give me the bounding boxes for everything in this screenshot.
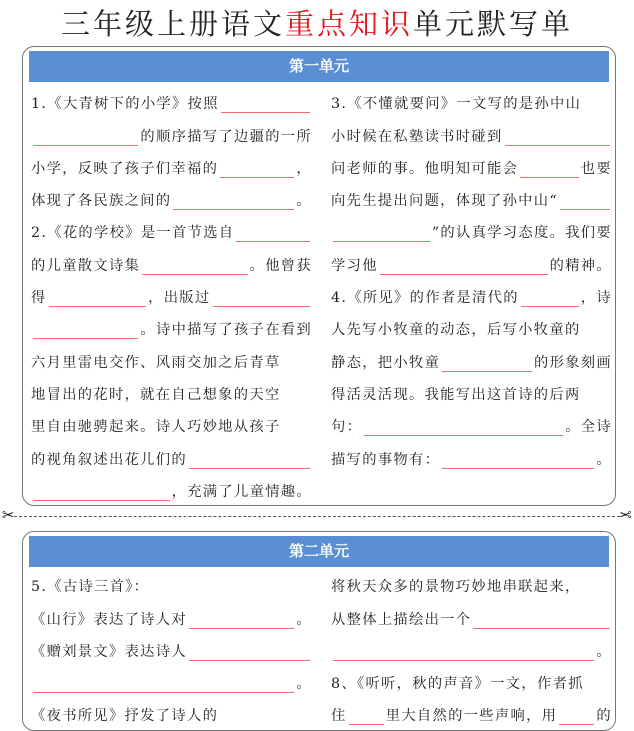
- line-text: 。: [296, 193, 312, 210]
- line-text: 描写的事物有：: [331, 451, 441, 468]
- text-line: [31, 248, 312, 280]
- fill-in-blank[interactable]: [333, 228, 430, 242]
- fill-in-blank[interactable]: [560, 196, 610, 210]
- fill-in-blank[interactable]: [220, 164, 294, 178]
- text-line: [31, 313, 312, 345]
- text-line: [31, 152, 312, 184]
- line-text: 人先写小牧童的动态，后写小牧童的: [331, 322, 581, 339]
- line-text: 里自由驰骋起来。诗人巧妙地从孩子: [31, 419, 281, 436]
- fill-in-blank[interactable]: [33, 487, 170, 501]
- fill-in-blank[interactable]: [173, 196, 294, 210]
- unit-1-left-column: [31, 87, 312, 507]
- line-text: 得活灵活现。我能写出这首诗的后两: [331, 386, 581, 403]
- line-text: 3.《不懂就要问》一文写的是孙中山: [331, 96, 582, 113]
- line-text: 。: [296, 611, 312, 628]
- fill-in-blank[interactable]: [221, 99, 310, 113]
- text-line: [31, 442, 312, 474]
- text-line: [331, 152, 612, 184]
- text-line: [31, 345, 312, 377]
- line-text: 也要: [580, 160, 612, 177]
- fill-in-blank[interactable]: [442, 358, 532, 372]
- fill-in-blank[interactable]: [142, 261, 247, 275]
- line-text: 4.《所见》的作者是清代的: [331, 290, 519, 307]
- text-line: [331, 570, 612, 602]
- text-line: [31, 667, 312, 699]
- line-text: 从整体上描绘出一个: [331, 611, 472, 628]
- unit-2-section: [22, 531, 616, 731]
- text-line: [331, 281, 612, 313]
- line-text: 地冒出的花时，就在自己想象的天空: [31, 386, 281, 403]
- text-line: [331, 87, 612, 119]
- line-text: 的视角叙述出花儿们的: [31, 451, 187, 468]
- fill-in-blank[interactable]: [189, 615, 294, 629]
- line-text: 里大自然的一些声响，用: [385, 708, 558, 725]
- fill-in-blank[interactable]: [189, 455, 310, 469]
- text-line: [31, 602, 312, 634]
- line-text: 向先生提出问题，体现了孙中山“: [331, 193, 558, 210]
- fill-in-blank[interactable]: [520, 164, 579, 178]
- unit-2-header: 第二单元: [29, 536, 609, 567]
- cut-line: [0, 506, 634, 524]
- text-line: [331, 184, 612, 216]
- line-text: 2.《花的学校》是一首节选自: [31, 225, 235, 242]
- fill-in-blank[interactable]: [559, 711, 594, 725]
- line-text: ”的认真学习态度。我们要: [431, 225, 612, 242]
- fill-in-blank[interactable]: [33, 679, 294, 693]
- title-part-3: 单元默写单: [413, 7, 574, 41]
- text-line: [31, 378, 312, 410]
- line-text: 小时候在私塾读书时碰到: [331, 128, 503, 145]
- text-line: [331, 602, 612, 634]
- text-line: [31, 635, 312, 667]
- text-line: [31, 410, 312, 442]
- fill-in-blank[interactable]: [213, 293, 311, 307]
- text-line: [331, 216, 612, 248]
- fill-in-blank[interactable]: [349, 711, 384, 725]
- title-highlight: 重点知识: [284, 7, 413, 41]
- fill-in-blank[interactable]: [442, 455, 594, 469]
- text-line: [331, 699, 612, 731]
- line-text: 的形象刻画: [534, 354, 612, 371]
- text-line: [331, 248, 612, 280]
- fill-in-blank[interactable]: [521, 293, 579, 307]
- line-text: 的儿童散文诗集: [31, 257, 141, 274]
- fill-in-blank[interactable]: [473, 615, 610, 629]
- text-line: [31, 281, 312, 313]
- text-line: [31, 699, 312, 731]
- line-text: 5.《古诗三首》：: [31, 579, 150, 596]
- page-title: [0, 4, 634, 44]
- line-text: 句：: [331, 419, 363, 436]
- line-text: 的顺序描写了边疆的一所: [140, 128, 312, 145]
- text-line: [31, 184, 312, 216]
- line-text: ，诗: [580, 290, 612, 307]
- fill-in-blank[interactable]: [364, 422, 563, 436]
- text-line: [331, 410, 612, 442]
- line-text: 。: [296, 676, 312, 693]
- text-line: [31, 475, 312, 507]
- line-text: 学习他: [331, 257, 378, 274]
- fill-in-blank[interactable]: [189, 647, 310, 661]
- line-text: ，: [296, 160, 312, 177]
- scissors-icon: ✂: [2, 506, 15, 524]
- unit-1-right-column: [331, 87, 612, 475]
- unit-2-right-column: [331, 570, 612, 731]
- fill-in-blank[interactable]: [333, 647, 594, 661]
- line-text: 静态，把小牧童: [331, 354, 441, 371]
- line-text: ，出版过: [148, 290, 211, 307]
- unit-2-left-column: [31, 570, 312, 731]
- line-text: 体现了各民族之间的: [31, 193, 172, 210]
- line-text: 住: [331, 708, 347, 725]
- fill-in-blank[interactable]: [380, 261, 548, 275]
- text-line: [331, 378, 612, 410]
- text-line: [331, 313, 612, 345]
- unit-1-section: [22, 46, 616, 506]
- line-text: 。诗中描写了孩子在看到: [140, 322, 312, 339]
- text-line: [331, 635, 612, 667]
- fill-in-blank[interactable]: [33, 132, 138, 146]
- text-line: [31, 570, 312, 602]
- text-line: [331, 442, 612, 474]
- fill-in-blank[interactable]: [33, 325, 138, 339]
- unit-1-header: 第一单元: [29, 51, 609, 82]
- line-text: 的: [596, 708, 613, 725]
- line-text: 六月里雷电交作、风雨交加之后青草: [31, 354, 281, 371]
- line-text: 《赠刘景文》表达诗人: [31, 643, 187, 660]
- line-text: 将秋天众多的景物巧妙地串联起来，: [331, 579, 581, 596]
- line-text: 。: [596, 643, 612, 660]
- fill-in-blank[interactable]: [505, 132, 610, 146]
- line-text: 小学，反映了孩子们幸福的: [31, 160, 219, 177]
- text-line: [31, 87, 312, 119]
- text-line: [331, 119, 612, 151]
- line-text: 问老师的事。他明知可能会: [331, 160, 519, 177]
- line-text: 。他曾获: [249, 257, 312, 274]
- line-text: 的精神。: [549, 257, 612, 274]
- line-text: 《夜书所见》抒发了诗人的: [31, 708, 219, 725]
- scissors-icon: ✂: [619, 506, 632, 524]
- text-line: [31, 119, 312, 151]
- line-text: 。全诗: [565, 419, 612, 436]
- line-text: 。: [596, 451, 612, 468]
- fill-in-blank[interactable]: [236, 228, 310, 242]
- text-line: [331, 667, 612, 699]
- line-text: 《山行》表达了诗人对: [31, 611, 187, 628]
- title-part-1: 三年级上册语文: [60, 7, 285, 41]
- line-text: 8、《听听，秋的声音》一文，作者抓: [331, 676, 584, 693]
- dashed-divider: [14, 516, 620, 517]
- text-line: [31, 216, 312, 248]
- line-text: 1.《大青树下的小学》按照: [31, 96, 219, 113]
- line-text: ，充满了儿童情趣。: [171, 483, 312, 500]
- text-line: [331, 345, 612, 377]
- line-text: 得: [31, 290, 47, 307]
- fill-in-blank[interactable]: [49, 293, 147, 307]
